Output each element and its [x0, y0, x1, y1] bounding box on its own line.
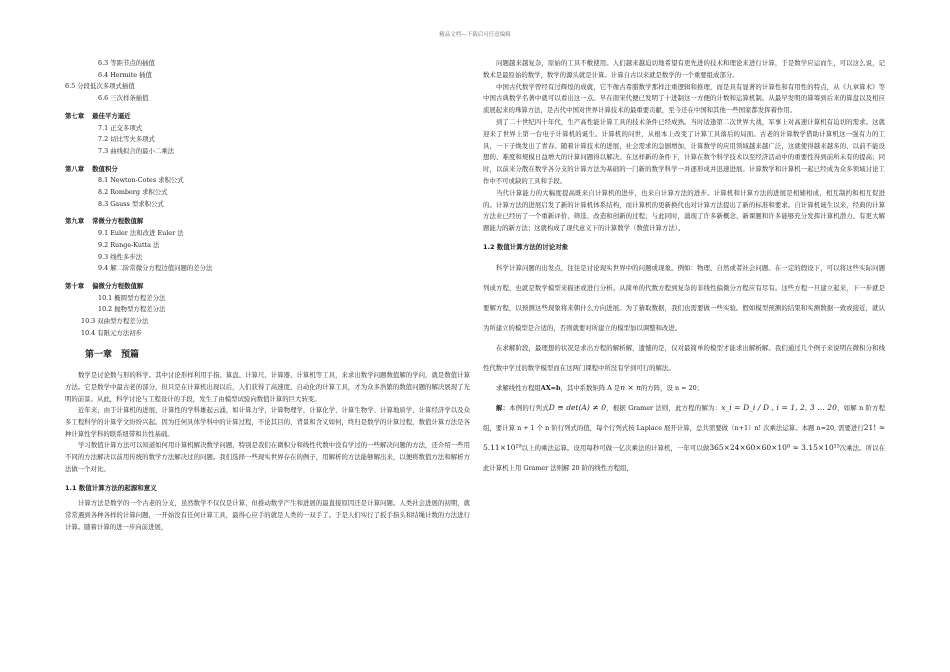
toc-chapter-title: 最佳平方逼近 — [92, 111, 131, 120]
section-heading: 1.1 数值计算方法的起源和意义 — [65, 483, 157, 492]
toc-chapter-title: 常微分方程数值解 — [92, 217, 144, 226]
toc-item: 9.4 解二阶常微分方程边值问题的差分法 — [98, 264, 213, 273]
toc-chapter-heading — [65, 216, 470, 228]
cramer-formula: x_i = D_i / D , i = 1, 2, 3 … 20 — [721, 402, 837, 412]
toc-item: 7.2 切比雪夫多项式 — [98, 135, 155, 144]
toc-item: 6.4 Hermite 插值 — [98, 70, 152, 79]
paragraph: 中国古代数学曾经有过辉煌的成就，它不像古希腊数学那样注重逻辑和推理，而是具有显著的计算性和有用性的特点，从《九章算术》等中国古典数学名著中就可以看出这一点。早在南宋代便已发明了十进制这一方便的计数和运算机制。从最早发明的算筹到后来的算盘以及相应流展起来的珠算方法，是古代中国对世界计算技术的最重要贡献，至今还在中国和其他一些国家都发挥着作用。 — [483, 82, 885, 115]
paragraph: 问题越来越复杂，原始的工具不敷使用。人们越来越迫切地希望有更先进的技术和理论来进行计算，于是数学应运而生，可以这么说，记数术是最原始的数学，数学的源头就是计算。计算自古以来就是数学的一个重要组成部分。 — [483, 59, 885, 79]
table-of-contents — [65, 58, 470, 339]
matrix-size: n × n — [620, 382, 642, 392]
toc-item: 8.1 Newton-Cotes 求积公式 — [98, 176, 184, 185]
solution-text: ，如解 n 阶方程组，要计算 n + 1 个 n 阶行列式的值，每个行列式按 Laplace 展开计算，总共需要做（n+1）n! 次乘法运算。本题 n=20, 需要进行 — [483, 403, 886, 432]
paragraph: 到了二十世纪四十年代，生产高性能计算工具的技术条件已经成熟。当时适逢第二次世界大战，军事上对高速计算机有迫切的需求。这就迎来了世界上第一台电子计算机的诞生。计算机的问世，从根本上改变了计算工具落后的局面。古老的计算数学借助计算机这一强有力的工具，一下子焕发出了青春。随着计算技术的进展，社会需求的急剧增加，计算数学的应用领域越来越广泛，这就使得越来越多的、以前不能设想的、难度和规模日益增大的计算问题得以解决。在这样新的条件下，计算在数个科学技术以至经济活动中的重要性得到前所未有的提高；同时，以前来分散在数学各分支的计算方法为基础的一门新的数学科学一并逐形成并迅速进展。计算数学和计算机一起已经成为众多领域讨论工作中不可或缺的工具和手段。 — [483, 117, 885, 185]
equation: AX=b — [540, 383, 561, 392]
solution-text: 本例的行列式 — [509, 403, 549, 412]
toc-chapter-title: 数值积分 — [92, 164, 118, 173]
page-header: 精品文档---下载后可任意编辑 — [439, 32, 511, 38]
toc-chapter-number: 第八章 — [65, 164, 85, 173]
toc-chapter-title: 偏微分方程数值解 — [92, 281, 144, 290]
section-heading: 1.2 数值计算方法的讨论对象 — [483, 242, 569, 251]
toc-item: 7.1 正交多项式 — [98, 123, 143, 132]
paragraph: 数学是讨论数与形的科学。其中讨论形样利用手指、算盘、计算尺、计算器、计算机等工具，来求出数学问题数值解的学问，就是数值计算方法。它是数学中最古老的部分，但只是在计算机出现以后，人们获得了高速度、自动化的计算工具，才为众多浩繁的数值问题的解决展现了光明的前景。从此，科学讨论与工程设计的手段，发生了由模型试验向数值计算的巨大转变。 — [65, 371, 470, 403]
toc-item: 6.3 等距节点的插值 — [98, 59, 155, 67]
example-intro: 求解线性方程组 — [496, 383, 541, 392]
paragraph: 计算方法是数学的一个古老的分支，虽然数学不仅仅是计算，但推动数学产生和进展的最直接原因还是计算问题。人类社会进展的初期，就常常遇到各种各样的计算问题，一开始没有任何计算工具，最得心应手的就是人类的一双手了。于是人们实行了扳手指头和结绳计数的方法进行计算。随着计算的进一步向前进展， — [65, 499, 470, 531]
yearly-operations: 365×24×60×60×10⁸ ≈ 3.15×10¹⁵ — [709, 442, 840, 452]
solution-label: 解： — [496, 403, 510, 412]
toc-chapter-number: 第十章 — [65, 281, 85, 290]
paragraph: 学习数值计算方法可以知道如何用计算机解决数学问题，特别是我们在微积分和线性代数中没有学过的一些解决问题的方法，还介绍一些用不同的方法解决以前用传统的数学方法解决过的问题。我们选择一些现实世界存在的例子，用解析的方法能够解出来，以便将数值方法和解析方法做一个对比。 — [65, 441, 470, 473]
paragraph: 在求解阶段，最理想的状况是求出方程的解析解，遗憾的是，仅对最简单的模型才能求出解析解。我们通过几个例子来说明在微积分和线性代数中学过的数学模型而在这两门课程中所没有学到可行的解法。 — [483, 343, 885, 372]
toc-item: 9.3 线性多步法 — [98, 252, 143, 261]
toc-item: 6.6 三次样条插值 — [98, 94, 149, 103]
paragraph: 近年来，由于计算机的进展，计算性的学科雄起云涌，如计算力学，计算物理学，计算化学，计算生物学、计算地质学、计算经济学以及众多工程科学的计算学文纷纷兴起。因为任何具体学科中的计算过程，不论其目的、背景和含义如何，终归是数学的计算过程，数值计算方法是各种计算性学科的联系纽带和共性基础。 — [65, 406, 470, 438]
toc-item: 10.1 椭圆型方程差分法 — [98, 293, 166, 302]
example-statement — [483, 378, 885, 398]
solution-text: ，根据 Gramer 法则，此方程的解为： — [605, 403, 722, 412]
toc-chapter-number: 第九章 — [65, 217, 85, 226]
toc-item: 9.1 Euler 法和改进 Euler 法 — [98, 229, 184, 238]
right-column — [483, 58, 885, 478]
solution-text: 以上的乘法运算。设用每秒可做一亿次乘法的计算机，一年可以做 — [521, 443, 710, 452]
determinant-formula: D ≡ det(A) ≠ 0 — [548, 402, 606, 412]
toc-item: 10.3 双曲型方程差分法 — [81, 317, 149, 326]
toc-item: 10.2 抛物型方程差分法 — [98, 305, 166, 314]
toc-chapter-heading — [65, 164, 470, 176]
paragraph: 科学计算问题的出发点，往往是讨论现实世界中的问题或现象。例如：物理、自然或者社会问题。在一定的假设下，可以将这些实际问题列成方程，也就是数学模型来描述或进行分析。从简单的代数方程到复杂的非线性偏微分方程应有尽有。这些方程一旦建立起来，下一步就是要解方程，以预测这些现象将来朝什么方向进展。为了猜取数据，我们也需要做一些实验。假如模型预测的结果和实测数据一致或接近，就认为所建立的模型是合适的，否则就要对所建立的模型加以调整和改进。 — [483, 263, 885, 332]
toc-chapter-number: 第七章 — [65, 111, 85, 120]
toc-item: 7.3 曲线拟合的最小二乘法 — [98, 146, 175, 155]
toc-item: 9.2 Runge-Kutta 法 — [98, 240, 160, 249]
toc-chapter-heading — [65, 281, 470, 293]
left-column — [65, 58, 470, 533]
multiplication-count: 21! ≈ 5.11×10¹⁹ — [483, 422, 885, 452]
toc-chapter-heading — [65, 111, 470, 123]
paragraph: 当代计算能力的大幅度提高既来自计算机的进步，也来自计算方法的进步。计算机和计算方法的进展是相辅相成，相互制约和相互促进的。计算方法的进展启发了新的计算机体系结构，而计算机的更新换代也对计算方法提出了新的标准和要求。自计算机诞生以来，经典的计算方法业已经历了一个重新评价、筛选、改造和创新的过程；与此同时，涌现了许多新概念、新课题和许多能够充分发挥计算机潜力、有更大解题能力的新方法；这就构成了现代意义下的计算数学（数值计算方法）。 — [483, 188, 885, 233]
example-text: 的方阵，设 n = 20； — [641, 383, 704, 392]
toc-item: 8.2 Romberg 求积公式 — [98, 188, 168, 197]
solution — [483, 398, 885, 478]
toc-item: 10.4 有限元方法初步 — [81, 328, 142, 337]
chapter-title: 第一章 预篇 — [85, 350, 140, 361]
example-text: ，其中系数矩阵 A 是 — [560, 383, 621, 392]
toc-item: 6.5 分段低次多项式插值 — [65, 82, 135, 91]
toc-item: 8.3 Gauss 型求积公式 — [98, 199, 164, 208]
solution-text: 次乘法。所以在此计算机上用 Gramer 法则解 20 阶的线性方程组， — [483, 443, 886, 472]
